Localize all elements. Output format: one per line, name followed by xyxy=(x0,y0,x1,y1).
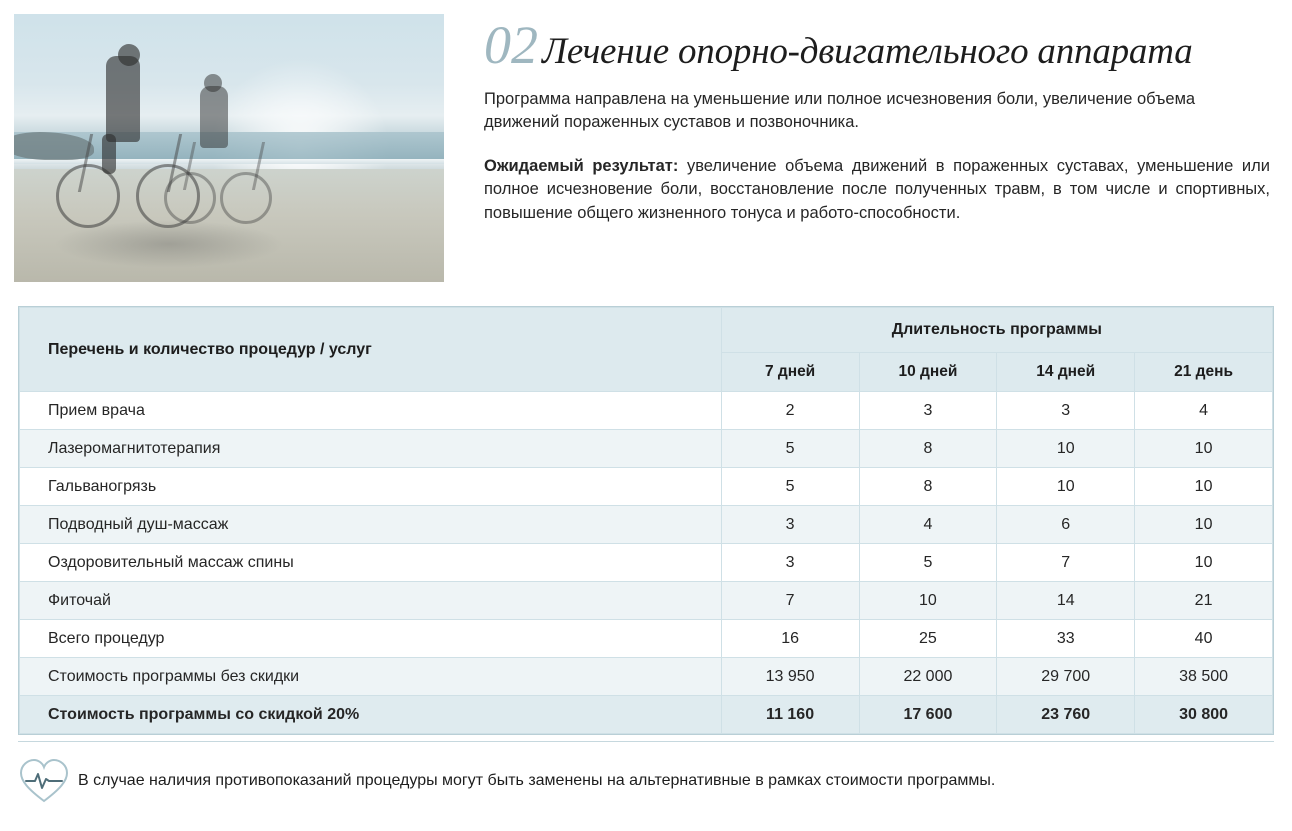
row-value: 5 xyxy=(721,468,859,506)
program-table xyxy=(18,306,1274,735)
row-value: 2 xyxy=(721,392,859,430)
table-body xyxy=(20,392,1273,734)
header-block xyxy=(444,14,1270,225)
row-value: 22 000 xyxy=(859,658,997,696)
table-row xyxy=(20,430,1273,468)
table-row xyxy=(20,392,1273,430)
row-label: Стоимость программы со скидкой 20% xyxy=(20,696,722,734)
page-title xyxy=(484,15,1270,75)
row-value: 5 xyxy=(859,544,997,582)
row-value: 8 xyxy=(859,468,997,506)
row-value: 25 xyxy=(859,620,997,658)
rider-body xyxy=(200,86,228,148)
row-value: 8 xyxy=(859,430,997,468)
top-section xyxy=(0,0,1292,282)
result-paragraph xyxy=(484,155,1270,225)
bicycle-wheel xyxy=(220,172,272,224)
row-value: 7 xyxy=(997,544,1135,582)
row-value: 5 xyxy=(721,430,859,468)
hero-photo xyxy=(14,14,444,282)
rider-head xyxy=(118,44,140,66)
table-head-row-1 xyxy=(20,308,1273,353)
result-label: Ожидаемый результат: xyxy=(484,156,679,175)
row-value: 29 700 xyxy=(997,658,1135,696)
table-row xyxy=(20,544,1273,582)
row-label: Оздоровительный массаж спины xyxy=(20,544,722,582)
sand-reflection xyxy=(54,220,284,268)
rider-head xyxy=(204,74,222,92)
row-label: Фиточай xyxy=(20,582,722,620)
row-value: 10 xyxy=(1135,430,1273,468)
footer-note xyxy=(18,757,1274,805)
row-value: 30 800 xyxy=(1135,696,1273,734)
row-value: 3 xyxy=(997,392,1135,430)
row-value: 16 xyxy=(721,620,859,658)
header-col-2: 14 дней xyxy=(997,353,1135,392)
table-row xyxy=(20,468,1273,506)
row-label: Лазеромагнитотерапия xyxy=(20,430,722,468)
header-col-3: 21 день xyxy=(1135,353,1273,392)
row-value: 40 xyxy=(1135,620,1273,658)
header-col-0: 7 дней xyxy=(721,353,859,392)
row-value: 14 xyxy=(997,582,1135,620)
row-value: 3 xyxy=(721,544,859,582)
row-label: Прием врача xyxy=(20,392,722,430)
table-row-total xyxy=(20,620,1273,658)
row-value: 10 xyxy=(997,430,1135,468)
row-value: 23 760 xyxy=(997,696,1135,734)
row-value: 38 500 xyxy=(1135,658,1273,696)
row-value: 4 xyxy=(859,506,997,544)
row-value: 3 xyxy=(721,506,859,544)
row-value: 13 950 xyxy=(721,658,859,696)
row-value: 6 xyxy=(997,506,1135,544)
table-row-price xyxy=(20,658,1273,696)
table-row xyxy=(20,506,1273,544)
row-value: 33 xyxy=(997,620,1135,658)
section-title: Лечение опорно-двигательного аппарата xyxy=(542,31,1193,72)
table-row xyxy=(20,582,1273,620)
row-label: Всего процедур xyxy=(20,620,722,658)
rider-body xyxy=(106,56,140,142)
row-label: Гальваногрязь xyxy=(20,468,722,506)
table-head xyxy=(20,308,1273,392)
row-value: 10 xyxy=(1135,544,1273,582)
header-duration-group: Длительность программы xyxy=(721,308,1272,353)
row-value: 10 xyxy=(997,468,1135,506)
table-row-discount-price xyxy=(20,696,1273,734)
header-col-1: 10 дней xyxy=(859,353,997,392)
result-text: увеличение объема движений в пораженных суставах, уменьшение или полное исчезновение боли, восстановление после полученных травм, в том числе и спортивных, повышение общего жизненного тонуса и работо-способности. xyxy=(484,156,1270,222)
row-value: 4 xyxy=(1135,392,1273,430)
section-number: 02 xyxy=(484,15,538,75)
intro-paragraph: Программа направлена на уменьшение или полное исчезновения боли, увеличение объема движений пораженных суставов и позвоночника. xyxy=(484,90,1196,132)
row-value: 3 xyxy=(859,392,997,430)
footer-note-text: В случае наличия противопоказаний процедуры могут быть заменены на альтернативные в рамках стоимости программы. xyxy=(78,772,996,789)
procedures-table xyxy=(19,307,1273,734)
row-value: 7 xyxy=(721,582,859,620)
row-label: Стоимость программы без скидки xyxy=(20,658,722,696)
row-value: 10 xyxy=(859,582,997,620)
rider-leg xyxy=(102,134,116,174)
row-value: 10 xyxy=(1135,506,1273,544)
bicycle-wheel xyxy=(164,172,216,224)
row-value: 17 600 xyxy=(859,696,997,734)
heart-pulse-icon xyxy=(18,757,70,805)
row-value: 21 xyxy=(1135,582,1273,620)
footer-divider xyxy=(18,741,1274,742)
row-value: 11 160 xyxy=(721,696,859,734)
row-label: Подводный душ-массаж xyxy=(20,506,722,544)
row-value: 10 xyxy=(1135,468,1273,506)
header-services: Перечень и количество процедур / услуг xyxy=(20,308,722,392)
